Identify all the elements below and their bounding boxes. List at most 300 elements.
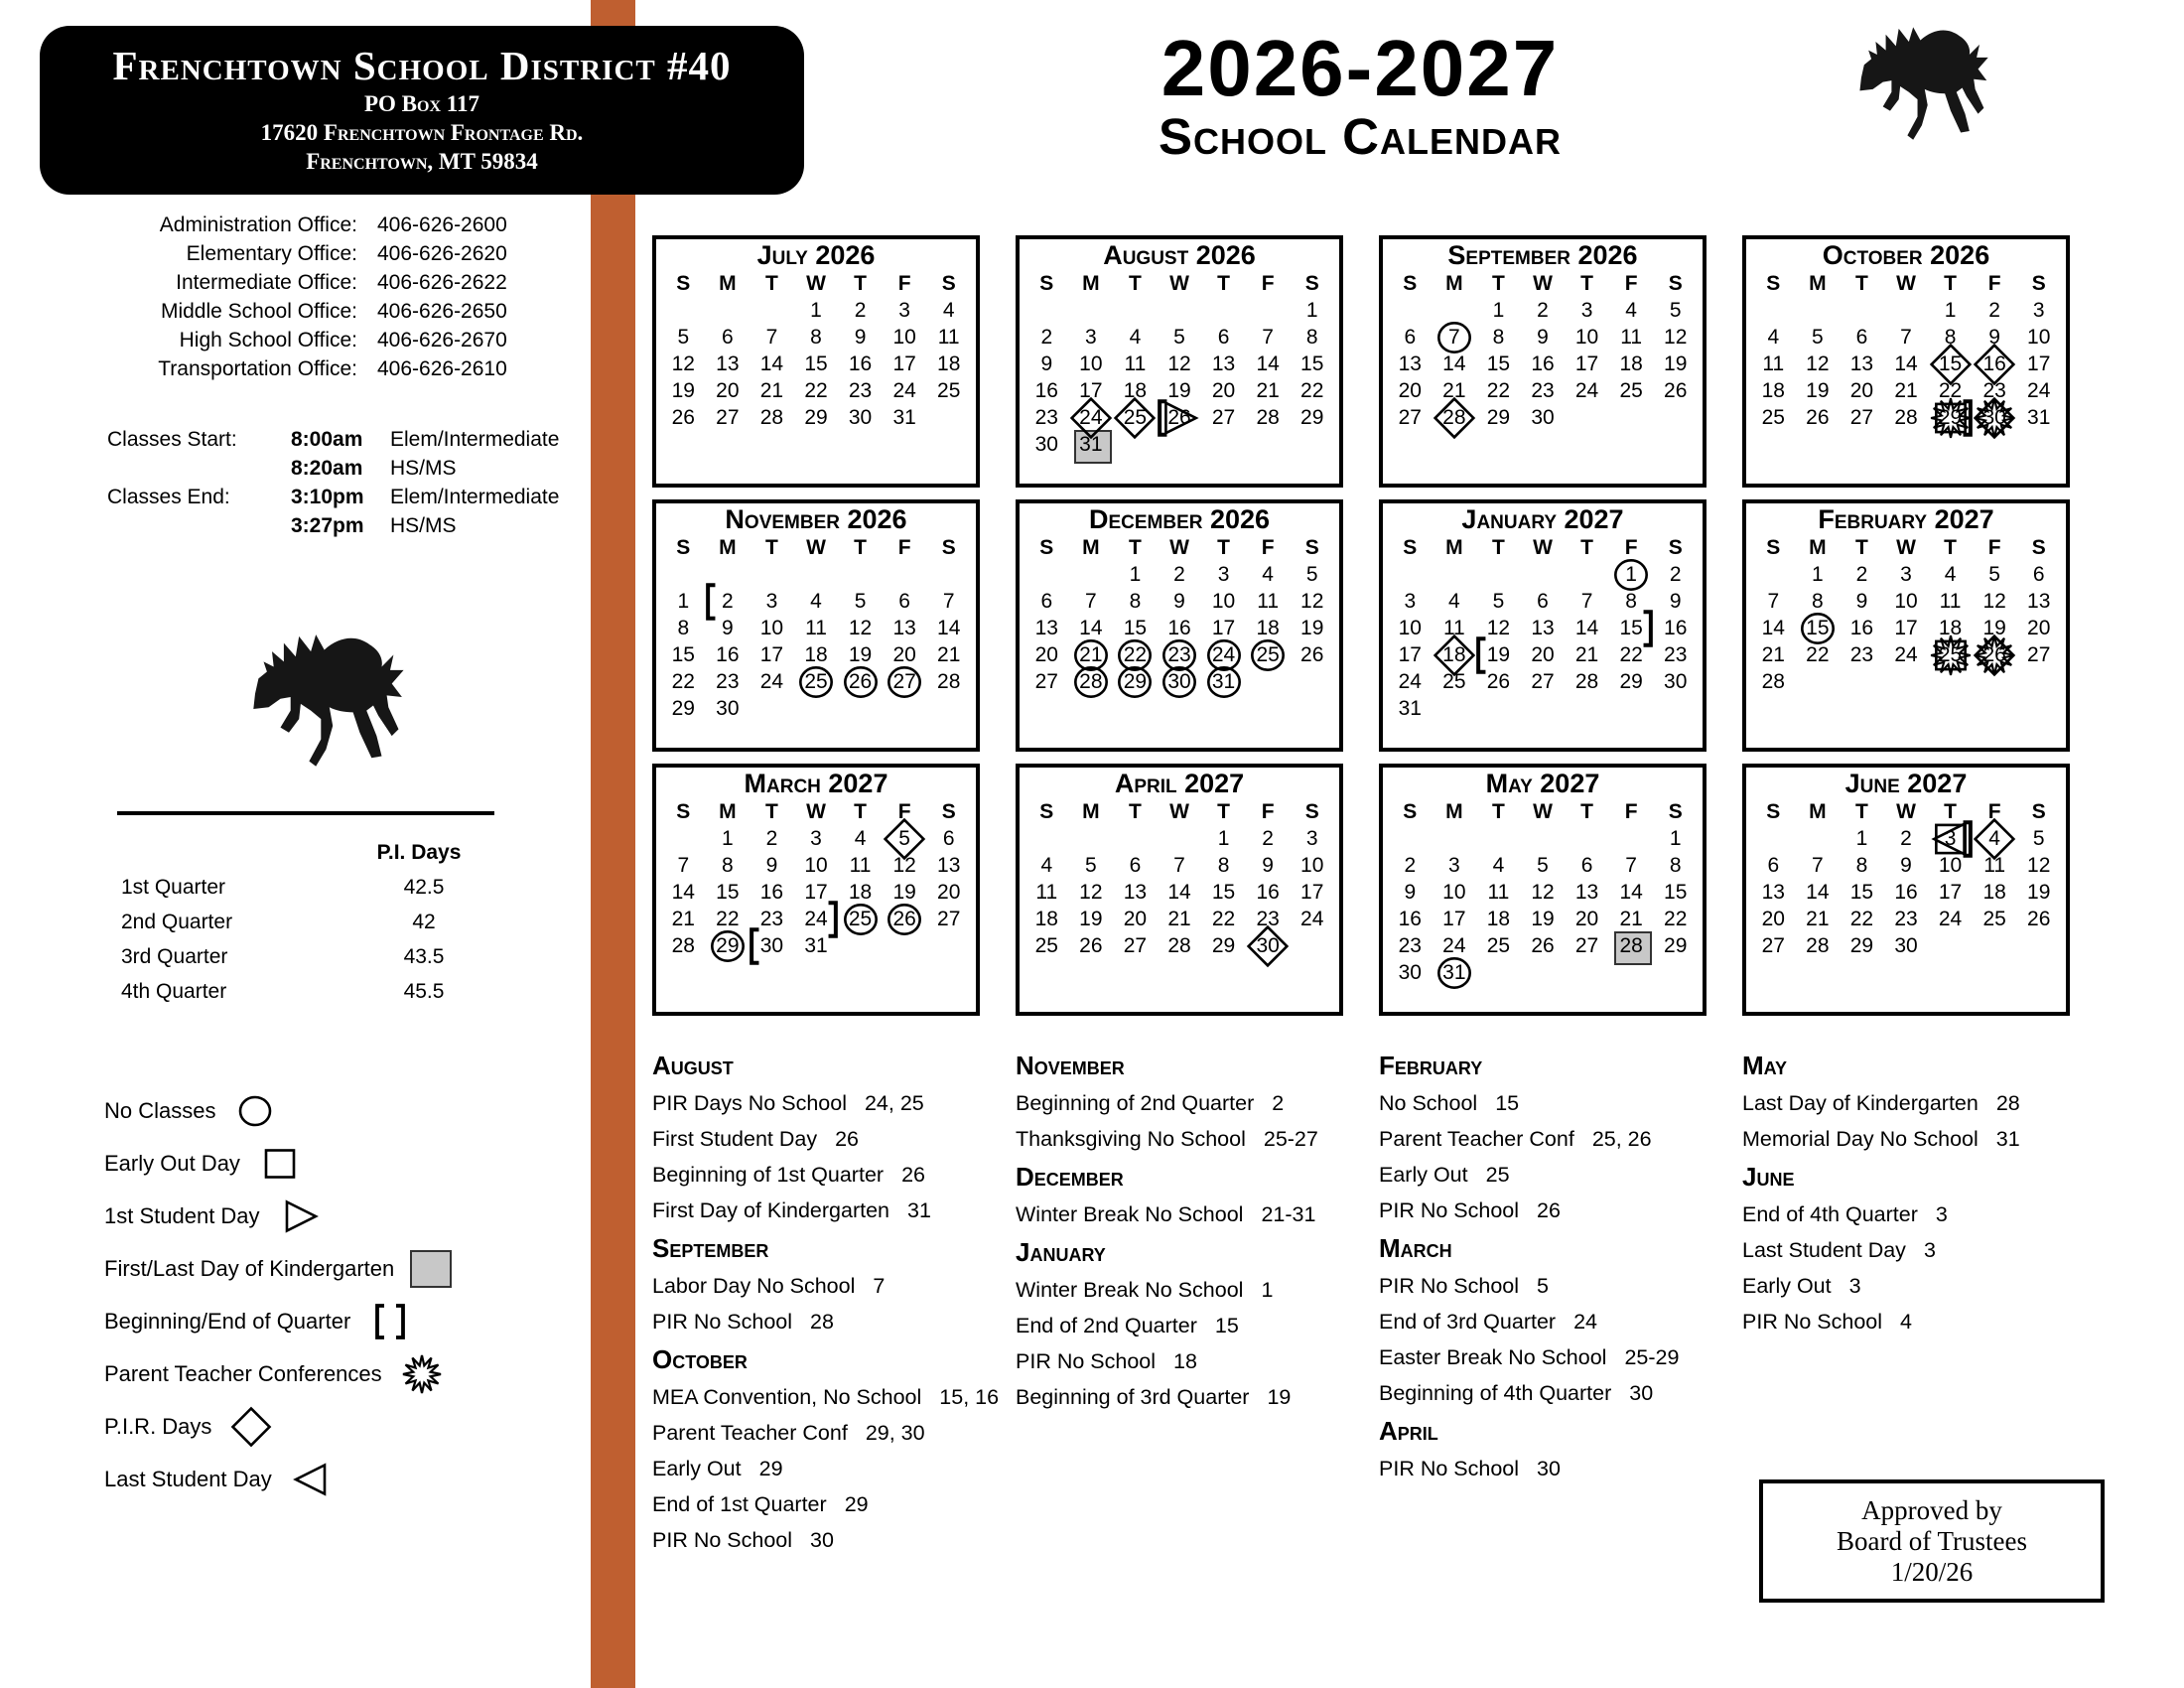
day-number: 14 [1079, 617, 1103, 639]
day-number: 30 [1982, 406, 2006, 429]
day-cell [1928, 825, 1973, 852]
day-number: 5 [1492, 590, 1505, 613]
day-number: 28 [1256, 406, 1280, 429]
event-dates: 26 [835, 1127, 860, 1151]
day-number: 30 [1256, 934, 1280, 957]
month-days [1751, 271, 2061, 431]
day-number: 28 [759, 406, 784, 429]
day-cell [1433, 906, 1477, 932]
day-cell [794, 906, 839, 932]
day-cell [1388, 377, 1433, 404]
event-name: PIR No School [652, 1528, 793, 1552]
day-number: 28 [671, 934, 695, 957]
day-number: 12 [2027, 854, 2051, 877]
day-number: 16 [1398, 908, 1422, 930]
day-number: 3 [1217, 563, 1230, 586]
day-cell [926, 324, 971, 351]
day-number: 4 [810, 590, 822, 613]
event-item [1016, 1126, 1343, 1152]
day-cell [883, 641, 927, 668]
day-number: 26 [892, 908, 916, 930]
day-number: 27 [1211, 406, 1236, 429]
month-title: December 2026 [1088, 504, 1271, 534]
day-number: 9 [1262, 854, 1274, 877]
day-number: 9 [1404, 881, 1417, 904]
day-number: 23 [1664, 643, 1688, 666]
day-number: 4 [1492, 854, 1505, 877]
event-item [1379, 1344, 1706, 1370]
day-number: 25 [1256, 643, 1280, 666]
day-cell [1751, 641, 1796, 668]
legend-label: First/Last Day of Kindergarten [104, 1255, 395, 1281]
day-number: 4 [942, 299, 955, 322]
day-cell [1609, 615, 1654, 641]
event-dates: 28 [810, 1310, 834, 1334]
day-cell [1928, 404, 1973, 431]
day-number: 5 [1085, 854, 1097, 877]
empty-day-cell [1246, 297, 1291, 324]
day-cell [1973, 641, 2017, 668]
office-phone-list [99, 211, 546, 383]
day-number: 21 [1079, 643, 1103, 666]
day-number: 22 [716, 908, 740, 930]
day-number: 2 [1988, 299, 2000, 322]
day-cell [750, 615, 794, 641]
month-days [1024, 799, 1334, 959]
legend-item [104, 1400, 601, 1453]
day-cell [1433, 615, 1477, 641]
day-cell [1158, 906, 1202, 932]
day-cell [1653, 852, 1698, 879]
day-number: 26 [848, 670, 873, 693]
day-cell [1565, 588, 1609, 615]
day-header: S [1766, 800, 1781, 823]
day-cell [750, 906, 794, 932]
day-number: 13 [1398, 352, 1422, 375]
empty-day-cell [750, 297, 794, 324]
day-cell [1796, 879, 1841, 906]
day-number: 4 [1129, 326, 1142, 349]
day-number: 22 [1300, 379, 1324, 402]
day-number: 2 [1855, 563, 1868, 586]
day-cell [1840, 852, 1884, 879]
day-number: 17 [1574, 352, 1599, 375]
day-number: 5 [1537, 854, 1549, 877]
month-calendar [652, 764, 980, 1016]
day-number: 21 [1806, 908, 1830, 930]
day-number: 19 [1079, 908, 1103, 930]
day-cell [794, 351, 839, 377]
empty-day-cell [1388, 561, 1433, 588]
bronco-logo-icon [238, 588, 407, 801]
month-calendar [1016, 499, 1343, 752]
day-cell [1024, 351, 1069, 377]
day-number: 6 [1404, 326, 1417, 349]
class-time-group: HS/MS [390, 514, 457, 537]
day-cell [1069, 668, 1114, 695]
day-cell [1796, 404, 1841, 431]
day-cell [1290, 615, 1334, 641]
day-header: M [1809, 800, 1827, 823]
day-number: 2 [1262, 827, 1274, 850]
day-cell [1024, 324, 1069, 351]
day-number: 18 [1619, 352, 1643, 375]
day-number: 24 [892, 379, 916, 402]
day-number: 18 [937, 352, 961, 375]
empty-day-cell [1388, 825, 1433, 852]
day-cell [1113, 906, 1158, 932]
day-cell [1609, 377, 1654, 404]
day-cell [1201, 932, 1246, 959]
day-cell [706, 932, 751, 959]
day-cell [926, 588, 971, 615]
event-month-header: October [652, 1344, 748, 1374]
day-cell [1653, 932, 1698, 959]
day-header: T [1944, 536, 1957, 559]
day-header: T [765, 536, 778, 559]
day-number: 19 [2027, 881, 2051, 904]
day-number: 31 [2027, 406, 2051, 429]
day-number: 26 [1664, 379, 1688, 402]
day-number: 4 [1448, 590, 1460, 613]
title-subtitle: School Calendar [1159, 108, 1562, 165]
pi-quarter-label: 1st Quarter [121, 876, 226, 899]
day-number: 18 [1761, 379, 1785, 402]
day-cell [1246, 906, 1291, 932]
day-cell [883, 377, 927, 404]
day-cell [883, 615, 927, 641]
day-cell [838, 351, 883, 377]
legend-item [104, 1295, 601, 1347]
day-header: S [1403, 800, 1418, 823]
event-month-header: January [1016, 1237, 1106, 1267]
office-phone: 406-626-2620 [377, 242, 507, 265]
last-student-day-triangle-icon [288, 1458, 336, 1501]
day-number: 7 [1580, 590, 1593, 613]
day-cell [794, 932, 839, 959]
month-title: August 2026 [1103, 240, 1256, 270]
day-cell [2016, 351, 2061, 377]
day-header: T [1855, 536, 1868, 559]
empty-day-cell [1521, 561, 1566, 588]
event-month-header: August [652, 1051, 734, 1080]
day-cell [1928, 324, 1973, 351]
day-header: W [1896, 272, 1916, 295]
day-number: 16 [848, 352, 873, 375]
day-cell [1928, 641, 1973, 668]
day-cell [1884, 641, 1929, 668]
month-days [1024, 271, 1334, 458]
day-cell [1884, 377, 1929, 404]
day-number: 26 [671, 406, 695, 429]
event-dates: 18 [1173, 1349, 1197, 1373]
day-cell [1751, 404, 1796, 431]
day-cell [661, 932, 706, 959]
event-name: Parent Teacher Conf [1379, 1127, 1574, 1151]
day-number: 14 [1806, 881, 1830, 904]
day-number: 19 [1982, 617, 2006, 639]
day-cell [706, 641, 751, 668]
day-header: F [1987, 800, 2001, 823]
event-item [652, 1126, 980, 1152]
day-cell [2016, 852, 2061, 879]
day-number: 11 [1620, 326, 1643, 349]
day-number: 19 [1531, 908, 1555, 930]
day-number: 10 [1079, 352, 1103, 375]
event-item [652, 1527, 980, 1553]
event-dates: 15 [1495, 1091, 1520, 1115]
day-cell [1201, 588, 1246, 615]
day-cell [1246, 351, 1291, 377]
day-cell [750, 825, 794, 852]
month-days [1751, 535, 2061, 695]
event-item [652, 1309, 980, 1335]
day-cell [1069, 879, 1114, 906]
empty-day-cell [661, 825, 706, 852]
day-cell [1433, 351, 1477, 377]
office-phone: 406-626-2600 [377, 213, 507, 236]
month-days [661, 271, 971, 431]
day-cell [1840, 561, 1884, 588]
day-number: 12 [1806, 352, 1830, 375]
day-cell [926, 641, 971, 668]
day-number: 12 [1300, 590, 1324, 613]
legend-item [104, 1137, 601, 1190]
day-cell [1653, 825, 1698, 852]
event-item [652, 1456, 980, 1481]
event-dates: 5 [1537, 1274, 1549, 1298]
day-cell [1069, 906, 1114, 932]
month-title: April 2027 [1114, 769, 1245, 798]
approved-line1: Approved by [1861, 1494, 2002, 1525]
day-number: 7 [1085, 590, 1097, 613]
day-number: 20 [1123, 908, 1148, 930]
event-dates: 29 [844, 1492, 869, 1516]
day-header: T [1217, 272, 1230, 295]
day-number: 27 [1034, 670, 1058, 693]
day-cell [883, 297, 927, 324]
day-number: 6 [942, 827, 955, 850]
empty-day-cell [1433, 825, 1477, 852]
day-cell [1476, 641, 1521, 668]
day-cell [1609, 324, 1654, 351]
day-cell [706, 588, 751, 615]
day-cell [1069, 324, 1114, 351]
class-time-label: Classes End: [107, 486, 230, 508]
day-cell [1113, 852, 1158, 879]
day-number: 17 [1894, 617, 1918, 639]
day-cell [1973, 906, 2017, 932]
day-cell [1973, 351, 2017, 377]
day-cell [1201, 561, 1246, 588]
day-cell [1751, 377, 1796, 404]
day-number: 30 [848, 406, 873, 429]
empty-day-cell [750, 561, 794, 588]
day-cell [1476, 852, 1521, 879]
day-header: F [897, 272, 911, 295]
day-cell [1113, 615, 1158, 641]
day-cell [1973, 825, 2017, 852]
day-cell [1388, 641, 1433, 668]
day-cell [1609, 351, 1654, 377]
day-cell [838, 906, 883, 932]
day-number: 26 [1300, 643, 1324, 666]
day-cell [1751, 906, 1796, 932]
day-cell [1884, 404, 1929, 431]
day-cell [1433, 377, 1477, 404]
day-number: 16 [716, 643, 740, 666]
day-number: 5 [1812, 326, 1824, 349]
day-header: W [1169, 272, 1189, 295]
day-number: 3 [1404, 590, 1417, 613]
event-name: Early Out [652, 1457, 742, 1480]
day-cell [838, 852, 883, 879]
day-number: 25 [1486, 934, 1511, 957]
day-header: W [1169, 536, 1189, 559]
day-number: 27 [892, 670, 916, 693]
day-number: 14 [1619, 881, 1643, 904]
day-header: S [1304, 272, 1319, 295]
day-number: 25 [1619, 379, 1643, 402]
day-header: W [806, 800, 826, 823]
day-number: 20 [1761, 908, 1785, 930]
day-cell [1840, 351, 1884, 377]
day-number: 3 [1085, 326, 1097, 349]
day-number: 8 [1855, 854, 1868, 877]
pi-days-rows [121, 870, 498, 1009]
day-cell [1433, 879, 1477, 906]
day-cell [2016, 404, 2061, 431]
day-cell [661, 588, 706, 615]
day-header: F [1624, 800, 1638, 823]
day-number: 18 [1034, 908, 1058, 930]
day-number: 10 [2027, 326, 2051, 349]
empty-day-cell [1388, 297, 1433, 324]
day-cell [1290, 351, 1334, 377]
pi-quarter-value: 45.5 [403, 980, 445, 1003]
legend-label: No Classes [104, 1097, 216, 1123]
month-days [1024, 535, 1334, 695]
event-column [652, 1041, 1000, 1563]
event-name: End of 3rd Quarter [1379, 1310, 1557, 1334]
day-cell [1113, 377, 1158, 404]
day-number: 26 [1531, 934, 1555, 957]
day-number: 23 [759, 908, 784, 930]
day-cell [1069, 431, 1114, 458]
event-item [1379, 1197, 1706, 1223]
month-title: November 2026 [725, 504, 907, 534]
day-cell [1928, 906, 1973, 932]
event-item [1742, 1090, 2070, 1116]
day-header: W [1533, 800, 1553, 823]
day-number: 24 [1300, 908, 1324, 930]
day-cell [1069, 615, 1114, 641]
day-header: F [1987, 536, 2001, 559]
day-number: 6 [898, 590, 910, 613]
event-month-header: September [652, 1233, 769, 1263]
day-number: 17 [1300, 881, 1324, 904]
day-header: F [897, 800, 911, 823]
day-header: F [1261, 536, 1275, 559]
day-number: 8 [1812, 590, 1824, 613]
day-cell [2016, 324, 2061, 351]
day-number: 9 [1040, 352, 1053, 375]
office-phone: 406-626-2622 [377, 271, 507, 294]
day-cell [1565, 324, 1609, 351]
day-number: 11 [1939, 590, 1962, 613]
day-number: 12 [1486, 617, 1511, 639]
day-number: 9 [765, 854, 778, 877]
day-number: 1 [1669, 827, 1682, 850]
pi-days-divider [117, 811, 494, 815]
day-cell [661, 641, 706, 668]
event-name: MEA Convention, No School [652, 1385, 922, 1409]
day-number: 8 [1217, 854, 1230, 877]
day-cell [1521, 377, 1566, 404]
day-cell [1158, 852, 1202, 879]
day-cell [661, 906, 706, 932]
day-number: 27 [1849, 406, 1874, 429]
day-number: 26 [1806, 406, 1830, 429]
day-number: 16 [1982, 352, 2006, 375]
day-number: 21 [1619, 908, 1643, 930]
day-header: S [941, 272, 956, 295]
page-title [1013, 24, 1707, 165]
event-name: First Day of Kindergarten [652, 1198, 889, 1222]
class-time-value: 3:27pm [291, 514, 364, 537]
day-cell [1840, 404, 1884, 431]
day-cell [1113, 561, 1158, 588]
day-cell [1201, 404, 1246, 431]
day-header: S [1304, 536, 1319, 559]
day-cell [1884, 615, 1929, 641]
month-calendar [1742, 764, 2070, 1016]
day-cell [1884, 879, 1929, 906]
event-dates: 15 [1214, 1314, 1239, 1337]
day-cell [1751, 668, 1796, 695]
day-number: 20 [716, 379, 740, 402]
day-header: M [1809, 536, 1827, 559]
day-cell [1476, 588, 1521, 615]
day-cell [1796, 377, 1841, 404]
day-cell [794, 404, 839, 431]
day-cell [1476, 615, 1521, 641]
day-header: T [854, 800, 867, 823]
day-number: 8 [1944, 326, 1957, 349]
day-cell [1433, 668, 1477, 695]
day-number: 28 [1761, 670, 1785, 693]
day-cell [1476, 668, 1521, 695]
day-cell [1521, 404, 1566, 431]
day-cell [1796, 932, 1841, 959]
day-number: 30 [1664, 670, 1688, 693]
pi-quarter-value: 42 [412, 911, 436, 933]
day-cell [1024, 377, 1069, 404]
day-header: S [676, 800, 691, 823]
day-cell [1158, 588, 1202, 615]
month-calendar [1742, 499, 2070, 752]
district-header-box [40, 26, 804, 195]
day-cell [1201, 351, 1246, 377]
day-cell [1609, 852, 1654, 879]
day-header: M [719, 272, 737, 295]
day-number: 15 [1849, 881, 1874, 904]
day-number: 25 [1123, 406, 1148, 429]
day-number: 21 [1442, 379, 1466, 402]
day-cell [1246, 825, 1291, 852]
day-cell [1973, 852, 2017, 879]
day-cell [1565, 297, 1609, 324]
